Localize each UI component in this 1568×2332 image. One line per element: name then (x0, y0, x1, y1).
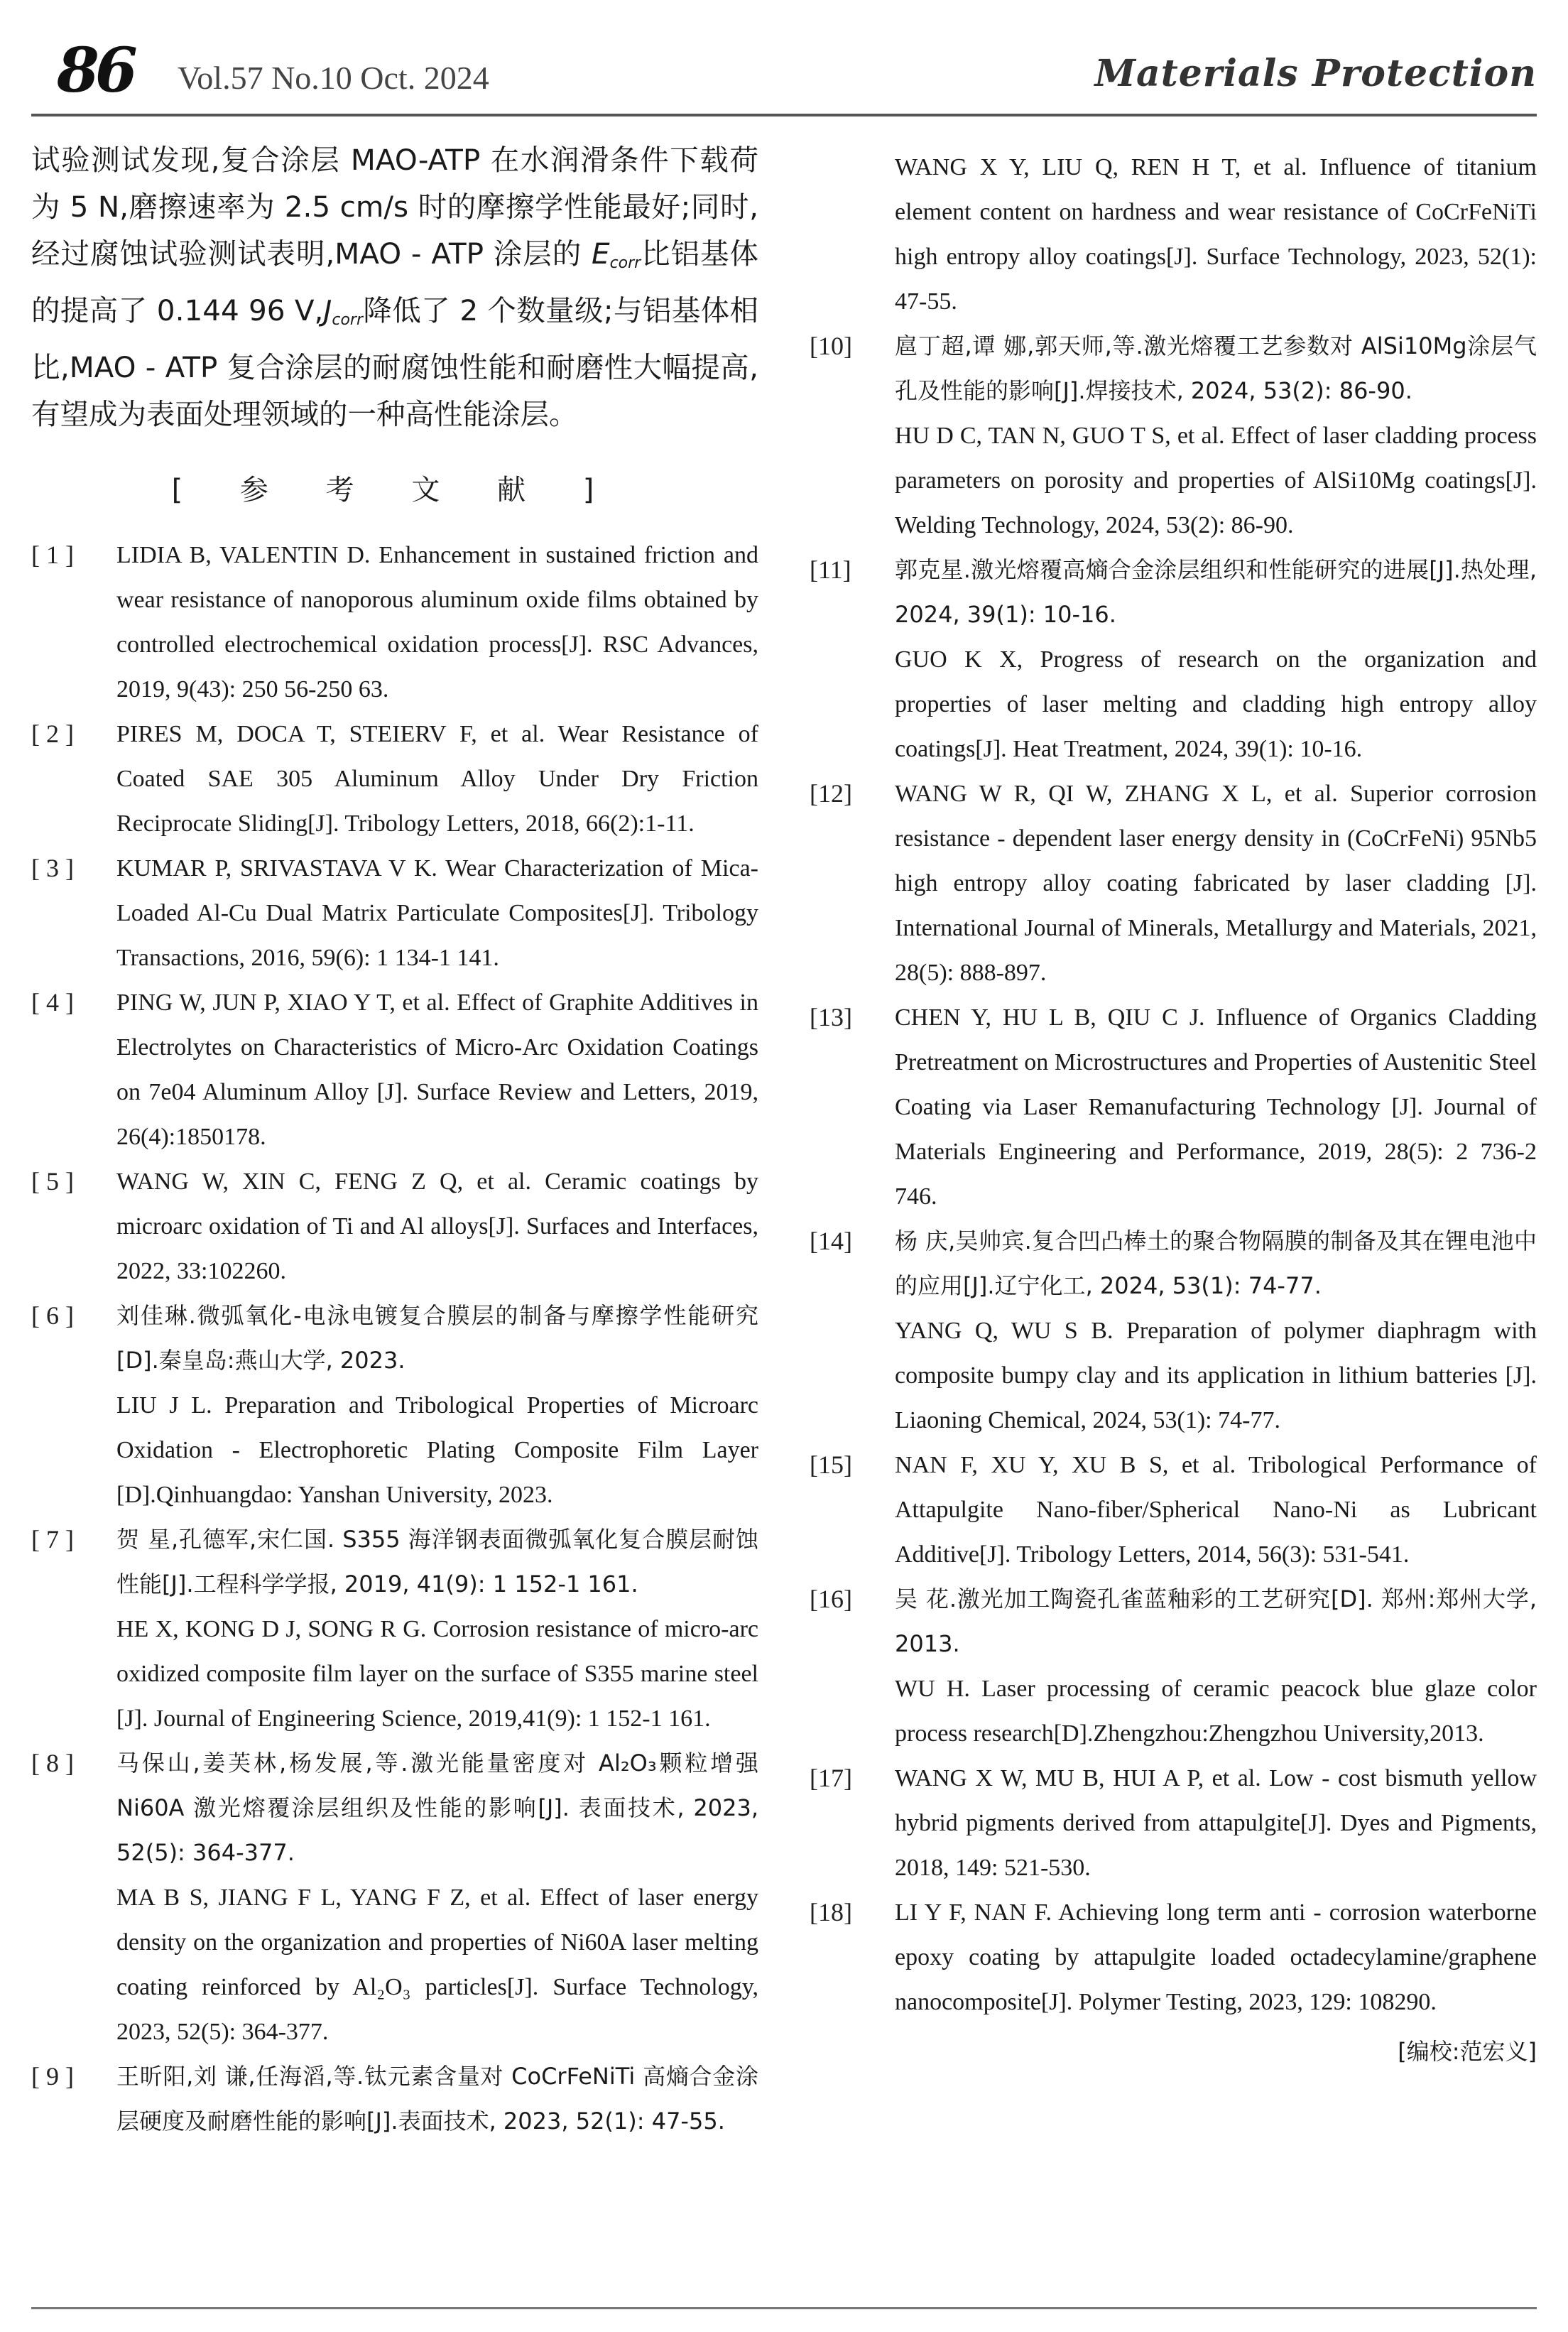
reference-number: [ 5 ] (31, 1167, 74, 1195)
reference-item (810, 548, 1537, 771)
page-header (31, 37, 1537, 105)
reference-number: [11] (810, 555, 851, 584)
reference-number: [17] (810, 1764, 852, 1792)
conclusion-text-2: 比铝基体的提高了 0.144 96 V, (31, 237, 758, 327)
reference-list-left (31, 533, 758, 2144)
reference-english: NAN F, XU Y, XU B S, et al. Tribological Performance of Attapulgite Nano-fiber/Spherical Nano-Ni as Lubricant Additive[J]. Tribology Letters, 2014, 56(3): 531-541. (895, 1452, 1537, 1568)
reference-item (31, 980, 758, 1159)
reference-english: CHEN Y, HU L B, QIU C J. Influence of Organics Cladding Pretreatment on Microstructures and Properties of Austenitic Steel Coating via Laser Remanufacturing Technology [J]. Journal of Materials Engineering and Performance, 2019, 28(5): 2 736-2 746. (895, 1004, 1537, 1210)
reference-item (810, 1756, 1537, 1890)
reference-number: [ 2 ] (31, 720, 74, 748)
reference-item (31, 533, 758, 712)
reference-chinese: 吴 花.激光加工陶瓷孔雀蓝釉彩的工艺研究[D]. 郑州:郑州大学, 2013. (895, 1585, 1537, 1657)
ecorr-symbol: E (591, 237, 610, 271)
reference-chinese: 郭克星.激光熔覆高熵合金涂层组织和性能研究的进展[J].热处理, 2024, 39(1): 10-16. (895, 556, 1537, 628)
reference-number: [ 3 ] (31, 854, 74, 882)
reference-chinese: 扈丁超,谭 娜,郭天师,等.激光熔覆工艺参数对 AlSi10Mg涂层气孔及性能的影响[J].焊接技术, 2024, 53(2): 86-90. (895, 332, 1537, 404)
reference-english: WANG W, XIN C, FENG Z Q, et al. Ceramic coatings by microarc oxidation of Ti and Al alloys[J]. Surfaces and Interfaces, 2022, 33:102260. (116, 1168, 758, 1284)
reference-english: WANG W R, QI W, ZHANG X L, et al. Superior corrosion resistance - dependent laser energy density in (CoCrFeNi) 95Nb5 high entropy alloy coating fabricated by laser cladding [J]. International Journal of Minerals, Metallurgy and Materials, 2021, 28(5): 888-897. (895, 781, 1537, 986)
conclusion-paragraph (31, 136, 758, 438)
editor-note: [编校:范宏义] (1398, 2038, 1537, 2065)
reference-english: WANG X Y, LIU Q, REN H T, et al. Influence of titanium element content on hardness and wear resistance of CoCrFeNiTi high entropy alloy coatings[J]. Surface Technology, 2023, 52(1): 47-55. (895, 154, 1537, 315)
issue-info: Vol.57 No.10 Oct. 2024 (178, 60, 489, 96)
reference-item (810, 1577, 1537, 1756)
jcorr-symbol: J (323, 293, 332, 327)
reference-item (810, 324, 1537, 548)
right-column (810, 145, 1537, 2073)
reference-english: LIDIA B, VALENTIN D. Enhancement in sustained friction and wear resistance of nanoporous aluminum oxide films obtained by controlled electrochemical oxidation process[J]. RSC Advances, 2019, 9(43): 250 56-250 63. (116, 542, 758, 703)
page-number: 86 (57, 35, 134, 107)
reference-number: [ 9 ] (31, 2062, 74, 2090)
reference-item (31, 712, 758, 846)
reference-english: LIU J L. Preparation and Tribological Properties of Microarc Oxidation - Electrophoretic Plating Composite Film Layer [D].Qinhuangdao: Yanshan University, 2023. (116, 1392, 758, 1508)
reference-number: [18] (810, 1898, 852, 1926)
reference-number: [ 1 ] (31, 541, 74, 569)
reference-number: [15] (810, 1450, 852, 1479)
reference-english: HU D C, TAN N, GUO T S, et al. Effect of laser cladding process parameters on porosity and properties of AlSi10Mg coatings[J]. Welding Technology, 2024, 53(2): 86-90. (895, 423, 1537, 538)
reference-item (31, 1159, 758, 1294)
conclusion-text-3: 降低了 2 个数量级;与铝基体相比,MAO - ATP 复合涂层的耐腐蚀性能和耐磨性大幅提高,有望成为表面处理领域的一种高性能涂层。 (31, 293, 758, 431)
reference-chinese: 马保山,姜芙林,杨发展,等.激光能量密度对 Al₂O₃颗粒增强 Ni60A 激光熔覆涂层组织及性能的影响[J]. 表面技术, 2023, 52(5): 364-377. (116, 1750, 758, 1866)
conclusion-text-1: 试验测试发现,复合涂层 MAO-ATP 在水润滑条件下载荷为 5 N,磨擦速率为 2.5 cm/s 时的摩擦学性能最好;同时,经过腐蚀试验测试表明,MAO - ATP 涂层的 (31, 143, 758, 271)
journal-title: Materials Protection (1094, 52, 1537, 95)
reference-number: [12] (810, 779, 852, 808)
reference-item (810, 771, 1537, 995)
reference-item (31, 2054, 758, 2144)
reference-item (31, 1741, 758, 2054)
reference-number: [ 8 ] (31, 1749, 74, 1777)
reference-english: GUO K X, Progress of research on the organization and properties of laser melting and cladding high entropy alloy coatings[J]. Heat Treatment, 2024, 39(1): 10-16. (895, 646, 1537, 762)
jcorr-subscript: corr (332, 311, 364, 329)
reference-number: [16] (810, 1585, 852, 1613)
reference-english: HE X, KONG D J, SONG R G. Corrosion resistance of micro-arc oxidized composite film layer on the surface of S355 marine steel [J]. Journal of Engineering Science, 2019,41(9): 1 152-1 161. (116, 1616, 758, 1732)
reference-chinese: 杨 庆,吴帅宾.复合凹凸棒土的聚合物隔膜的制备及其在锂电池中的应用[J].辽宁化工, 2024, 53(1): 74-77. (895, 1227, 1537, 1299)
reference-english: PING W, JUN P, XIAO Y T, et al. Effect of Graphite Additives in Electrolytes on Characteristics of Micro-Arc Oxidation Coatings on 7e04 Aluminum Alloy [J]. Surface Review and Letters, 2019, 26(4):1850178. (116, 989, 758, 1150)
left-column (31, 136, 758, 2144)
reference-list-right (810, 145, 1537, 2024)
reference-number: [ 6 ] (31, 1301, 74, 1330)
reference-number: [14] (810, 1227, 852, 1255)
references-heading: [ 参 考 文 献 ] (171, 474, 619, 506)
reference-number: [10] (810, 332, 852, 360)
reference-chinese: 王昕阳,刘 谦,任海滔,等.钛元素含量对 CoCrFeNiTi 高熵合金涂层硬度及耐磨性能的影响[J].表面技术, 2023, 52(1): 47-55. (116, 2063, 758, 2135)
ecorr-subscript: corr (609, 254, 641, 272)
reference-number: [13] (810, 1003, 852, 1031)
reference-english: PIRES M, DOCA T, STEIERV F, et al. Wear Resistance of Coated SAE 305 Aluminum Alloy Under Dry Friction Reciprocate Sliding[J]. Tribology Letters, 2018, 66(2):1-11. (116, 721, 758, 837)
reference-chinese: 刘佳琳.微弧氧化-电泳电镀复合膜层的制备与摩擦学性能研究[D].秦皇岛:燕山大学, 2023. (116, 1302, 758, 1374)
reference-item (810, 145, 1537, 324)
reference-english: YANG Q, WU S B. Preparation of polymer diaphragm with composite bumpy clay and its application in lithium batteries [J]. Liaoning Chemical, 2024, 53(1): 74-77. (895, 1318, 1537, 1433)
reference-item (810, 1443, 1537, 1577)
reference-english: WANG X W, MU B, HUI A P, et al. Low - cost bismuth yellow hybrid pigments derived from attapulgite[J]. Dyes and Pigments, 2018, 149: 521-530. (895, 1765, 1537, 1881)
reference-item (31, 1294, 758, 1517)
reference-item (810, 1219, 1537, 1443)
reference-chinese: 贺 星,孔德军,宋仁国. S355 海洋钢表面微弧氧化复合膜层耐蚀性能[J].工程科学学报, 2019, 41(9): 1 152-1 161. (116, 1526, 758, 1598)
reference-english: KUMAR P, SRIVASTAVA V K. Wear Characterization of Mica-Loaded Al-Cu Dual Matrix Particulate Composites[J]. Tribology Transactions, 2016, 59(6): 1 134-1 141. (116, 855, 758, 971)
footer-rule (31, 2307, 1537, 2309)
reference-number: [ 4 ] (31, 988, 74, 1016)
reference-item (810, 1890, 1537, 2024)
reference-item (810, 995, 1537, 1219)
header-rule (31, 114, 1537, 116)
reference-english: LI Y F, NAN F. Achieving long term anti - corrosion waterborne epoxy coating by attapulgite loaded octadecylamine/graphene nanocomposite[J]. Polymer Testing, 2023, 129: 108290. (895, 1899, 1537, 2015)
reference-item (31, 846, 758, 980)
reference-item (31, 1517, 758, 1741)
reference-number: [ 7 ] (31, 1525, 74, 1553)
reference-english: WU H. Laser processing of ceramic peacock blue glaze color process research[D].Zhengzhou:Zhengzhou University,2013. (895, 1676, 1537, 1747)
reference-english: MA B S, JIANG F L, YANG F Z, et al. Effect of laser energy density on the organization and properties of Ni60A laser melting coating reinforced by Al₂O₃ particles[J]. Surface Technology, 2023, 52(5): 364-377. (116, 1884, 758, 2045)
